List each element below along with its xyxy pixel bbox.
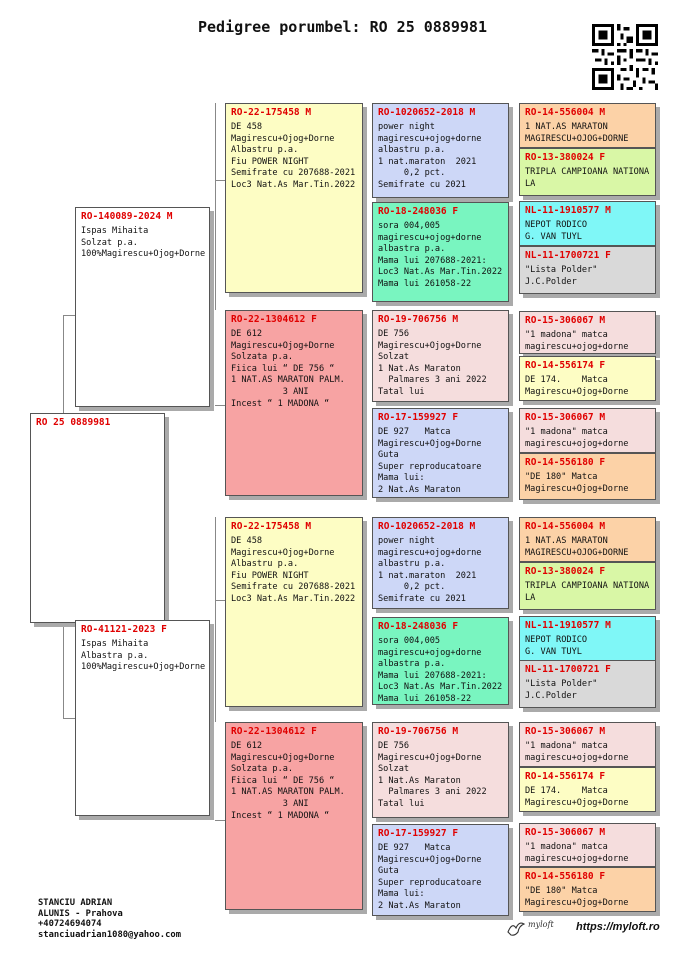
pigeon-info-line: "1 madona" matca [525,427,608,437]
ring-number: RO-17-159927 F [378,828,459,839]
pigeon-info-line: 1 NAT.AS MARATON PALM. [231,375,345,386]
pigeon-info-line: Magirescu+Ojog+Dorne [378,438,482,449]
ring-number: RO-15-306067 M [525,315,606,326]
pigeon-info-line: 3 ANI [231,798,309,809]
pigeon-info-line: MAGIRESCU+OJOG+DORNE [525,133,629,144]
ring-number: RO-22-175458 M [231,107,312,118]
pigeon-info-line: Semifrate cu 2021 [378,179,466,190]
great-great-grandparent-card [519,823,656,867]
great-grandparent-card [372,824,509,916]
pigeon-info-line: Semifrate cu 207688-2021 [231,168,356,179]
pigeon-info-line: 3 ANI [231,386,309,397]
connector-line [215,820,225,821]
connector-line [215,600,225,601]
pigeon-info-line: DE 927 Matca [378,427,451,437]
ring-number: RO-15-306067 M [525,827,606,838]
ring-number: RO-1020652-2018 M [378,107,476,118]
pigeon-info-line: Magirescu+Ojog+Dorne [525,797,629,808]
pigeon-info-line: Super reproducatoare [378,877,482,888]
pigeon-info-line: Tatal lui [378,386,425,397]
pigeon-info-line: magirescu+ojog+dorne [378,133,482,144]
pigeon-info-line: magirescu+ojog+dorne [525,752,629,763]
pigeon-info-line: magirescu+ojog+dorne [525,438,629,449]
connector-line [215,405,225,406]
ring-number: RO-13-380024 F [525,566,606,577]
pigeon-info-line: LA [525,178,536,189]
ring-number: RO-1020652-2018 M [378,521,476,532]
pigeon-info-line: Solzat [378,352,410,363]
pigeon-info-line: "1 madona" matca [525,842,608,852]
pigeon-info-line: DE 458 [231,536,263,546]
pigeon-info-line: Mama lui: [378,473,425,484]
ring-number: RO-14-556180 F [525,871,606,882]
great-great-grandparent-card [519,311,656,354]
ring-number: RO-18-248036 F [378,206,459,217]
pigeon-info-line: Albastra p.a. [81,650,149,661]
pigeon-info-line: Magirescu+Ojog+Dorne [525,897,629,908]
ring-number: RO-18-248036 F [378,621,459,632]
great-grandparent-card [372,617,509,705]
ring-number: RO-22-1304612 F [231,726,317,737]
pigeon-info-line: Ispas Mihaita [81,639,149,649]
pigeon-info-line: MAGIRESCU+OJOG+DORNE [525,547,629,558]
pigeon-info-line: magirescu+ojog+dorne [525,853,629,864]
pigeon-info-line: magirescu+ojog+dorne [525,341,629,352]
pigeon-info-line: Mama lui 207688-2021: [378,255,487,266]
pigeon-info-line: Mama lui 261058-22 [378,278,472,289]
great-great-grandparent-card [519,246,656,294]
pigeon-info-line: "1 madona" matca [525,330,608,340]
pigeon-info-line: 1 NAT.AS MARATON [525,536,608,546]
pigeon-info-line: albastru p.a. [378,145,446,156]
pigeon-info-line: sora 004,005 [378,636,441,646]
pigeon-info-line: Ispas Mihaita [81,226,149,236]
pigeon-info-line: Magirescu+Ojog+Dorne [231,133,335,144]
grandparent-card [225,310,363,496]
pigeon-info-line: Albastru p.a. [231,559,299,570]
ring-number: RO-19-706756 M [378,726,459,737]
pigeon-info-line: Fiu POWER NIGHT [231,156,309,167]
pigeon-info-line: 1 NAT.AS MARATON PALM. [231,787,345,798]
pigeon-info-line: Solzata p.a. [231,764,294,775]
pigeon-info-line: 0,2 pct. [378,582,446,593]
dam-card [75,620,210,816]
owner-location: ALUNIS - Prahova [38,908,123,919]
pigeon-info-line: Solzata p.a. [231,352,294,363]
pigeon-info-line: power night [378,122,435,132]
pigeon-info-line: Magirescu+Ojog+Dorne [525,483,629,494]
pigeon-info-line: LA [525,592,536,603]
pigeon-info-line: Fiu POWER NIGHT [231,570,309,581]
ring-number: NL-11-1700721 F [525,250,611,261]
pigeon-info-line: Fiica lui “ DE 756 “ [231,775,335,786]
pigeon-info-line: "1 madona" matca [525,741,608,751]
ring-number: RO-17-159927 F [378,412,459,423]
great-grandparent-card [372,310,509,402]
pigeon-info-line: Magirescu+Ojog+Dorne [378,854,482,865]
pigeon-info-line: Incest “ 1 MADONA “ [231,398,330,409]
pigeon-info-line: 1 Nat.As Maraton [378,363,461,374]
great-grandparent-card [372,103,509,198]
pigeon-info-line: 2 Nat.As Maraton [378,900,461,911]
great-great-grandparent-card [519,660,656,708]
pigeon-info-line: "DE 180" Matca [525,472,598,482]
grandparent-card [225,722,363,910]
connector-line [63,718,75,719]
pigeon-info-line: Loc3 Nat.As Mar.Tin.2022 [378,267,503,278]
pigeon-info-line: Mama lui 207688-2021: [378,670,487,681]
pigeon-info-line: DE 174. Matca [525,375,608,385]
pigeon-info-line: albastra p.a. [378,244,446,255]
pigeon-info-line: magirescu+ojog+dorne [378,232,482,243]
pigeon-info-line: DE 458 [231,122,263,132]
connector-line [215,180,225,181]
ring-number: RO 25 0889981 [36,417,111,428]
pigeon-info-line: Mama lui 261058-22 [378,693,472,704]
ring-number: RO-14-556004 M [525,521,606,532]
great-great-grandparent-card [519,562,656,610]
pigeon-info-line: 100%Magirescu+Ojog+Dorne [81,662,206,673]
ring-number: RO-140089-2024 M [81,211,173,222]
pigeon-info-line: DE 756 [378,741,410,751]
pigeon-info-line: Magirescu+Ojog+Dorne [378,752,482,763]
great-great-grandparent-card [519,103,656,148]
pigeon-info-line: Tatal lui [378,798,425,809]
connector-line [63,315,75,316]
great-great-grandparent-card [519,722,656,767]
myloft-logo-text: myloft [528,920,554,929]
pigeon-info-line: sora 004,005 [378,221,441,231]
myloft-bird-icon [506,918,526,938]
pigeon-info-line: DE 174. Matca [525,786,608,796]
pigeon-info-line: 2 Nat.As Maraton [378,484,461,495]
pigeon-info-line: J.C.Polder [525,276,577,287]
pigeon-info-line: Mama lui: [378,889,425,900]
sire-card [75,207,210,407]
pigeon-info-line: Palmares 3 ani 2022 [378,787,487,798]
ring-number: RO-14-556180 F [525,457,606,468]
great-grandparent-card [372,408,509,498]
connector-line [63,620,64,718]
pigeon-info-line: Solzat [378,764,410,775]
great-great-grandparent-card [519,408,656,453]
pigeon-info-line: TRIPLA CAMPIOANA NATIONA [525,167,650,177]
pigeon-info-line: magirescu+ojog+dorne [378,547,482,558]
pigeon-info-line: Palmares 3 ani 2022 [378,375,487,386]
ring-number: RO-22-175458 M [231,521,312,532]
great-great-grandparent-card [519,201,656,246]
pigeon-info-line: G. VAN TUYL [525,231,582,242]
pigeon-info-line: Magirescu+Ojog+Dorne [378,340,482,351]
ring-number: RO-19-706756 M [378,314,459,325]
great-great-grandparent-card [519,148,656,196]
ring-number: RO-15-306067 M [525,726,606,737]
page-title: Pedigree porumbel: RO 25 0889981 [198,18,487,36]
pigeon-info-line: Magirescu+Ojog+Dorne [231,547,335,558]
ring-number: RO-22-1304612 F [231,314,317,325]
pigeon-info-line: "Lista Polder" [525,679,598,689]
great-great-grandparent-card [519,616,656,661]
pigeon-info-line: DE 756 [378,329,410,339]
pigeon-info-line: 100%Magirescu+Ojog+Dorne [81,249,206,260]
pigeon-info-line: G. VAN TUYL [525,646,582,657]
pigeon-info-line: power night [378,536,435,546]
pigeon-info-line: Magirescu+Ojog+Dorne [231,752,335,763]
pigeon-info-line: Semifrate cu 2021 [378,593,466,604]
grandparent-card [225,517,363,707]
great-great-grandparent-card [519,356,656,401]
great-grandparent-card [372,722,509,818]
pigeon-info-line: Guta [378,866,399,877]
owner-name: STANCIU ADRIAN [38,898,113,908]
pigeon-info-line: 1 NAT.AS MARATON [525,122,608,132]
pigeon-info-line: Guta [378,450,399,461]
ring-number: RO-13-380024 F [525,152,606,163]
pigeon-info-line: Semifrate cu 207688-2021 [231,582,356,593]
pigeon-info-line: albastru p.a. [378,559,446,570]
ring-number: RO-14-556174 F [525,360,606,371]
pigeon-info-line: Loc3 Nat.As Mar.Tin.2022 [378,682,503,693]
connector-line [215,103,216,310]
pigeon-info-line: TRIPLA CAMPIOANA NATIONA [525,581,650,591]
website-link[interactable]: https://myloft.ro [576,921,660,933]
pigeon-info-line: DE 927 Matca [378,843,451,853]
pigeon-info-line: 1 nat.maraton 2021 [378,570,477,581]
ring-number: NL-11-1910577 M [525,620,611,631]
qr-code-icon [592,24,658,90]
ring-number: RO-15-306067 M [525,412,606,423]
ring-number: RO-14-556174 F [525,771,606,782]
grandparent-card [225,103,363,293]
ring-number: NL-11-1910577 M [525,205,611,216]
ring-number: RO-14-556004 M [525,107,606,118]
pigeon-info-line: Fiica lui “ DE 756 “ [231,363,335,374]
pigeon-info-line: "Lista Polder" [525,265,598,275]
pigeon-info-line: J.C.Polder [525,690,577,701]
pigeon-info-line: Loc3 Nat.As Mar.Tin.2022 [231,179,356,190]
pigeon-info-line: 0,2 pct. [378,168,446,179]
pigeon-info-line: Loc3 Nat.As Mar.Tin.2022 [231,593,356,604]
connector-line [63,315,64,415]
pigeon-info-line: 1 Nat.As Maraton [378,775,461,786]
great-grandparent-card [372,202,509,302]
pigeon-info-line: Magirescu+Ojog+Dorne [231,340,335,351]
pigeon-info-line: NEPOT RODICO [525,220,588,230]
pigeon-info-line: DE 612 [231,741,263,751]
pigeon-info-line: Incest “ 1 MADONA “ [231,810,330,821]
pigeon-info-line: 1 nat.maraton 2021 [378,156,477,167]
ring-number: NL-11-1700721 F [525,664,611,675]
pigeon-info-line: Albastru p.a. [231,145,299,156]
pigeon-info-line: magirescu+ojog+dorne [378,647,482,658]
pigeon-info-line: "DE 180" Matca [525,886,598,896]
pigeon-info-line: Super reproducatoare [378,461,482,472]
owner-email: stanciuadrian1080@yahoo.com [38,929,181,940]
pigeon-info-line: Solzat p.a. [81,237,138,248]
connector-line [215,517,216,722]
pigeon-info-line: Magirescu+Ojog+Dorne [525,386,629,397]
pigeon-info-line: NEPOT RODICO [525,635,588,645]
great-great-grandparent-card [519,867,656,912]
great-great-grandparent-card [519,517,656,562]
pigeon-info-line: DE 612 [231,329,263,339]
great-great-grandparent-card [519,767,656,812]
subject-card [30,413,165,623]
great-grandparent-card [372,517,509,609]
pigeon-info-line: albastra p.a. [378,659,446,670]
owner-info [38,898,181,940]
owner-phone: +40724694074 [38,919,102,929]
ring-number: RO-41121-2023 F [81,624,167,635]
great-great-grandparent-card [519,453,656,500]
